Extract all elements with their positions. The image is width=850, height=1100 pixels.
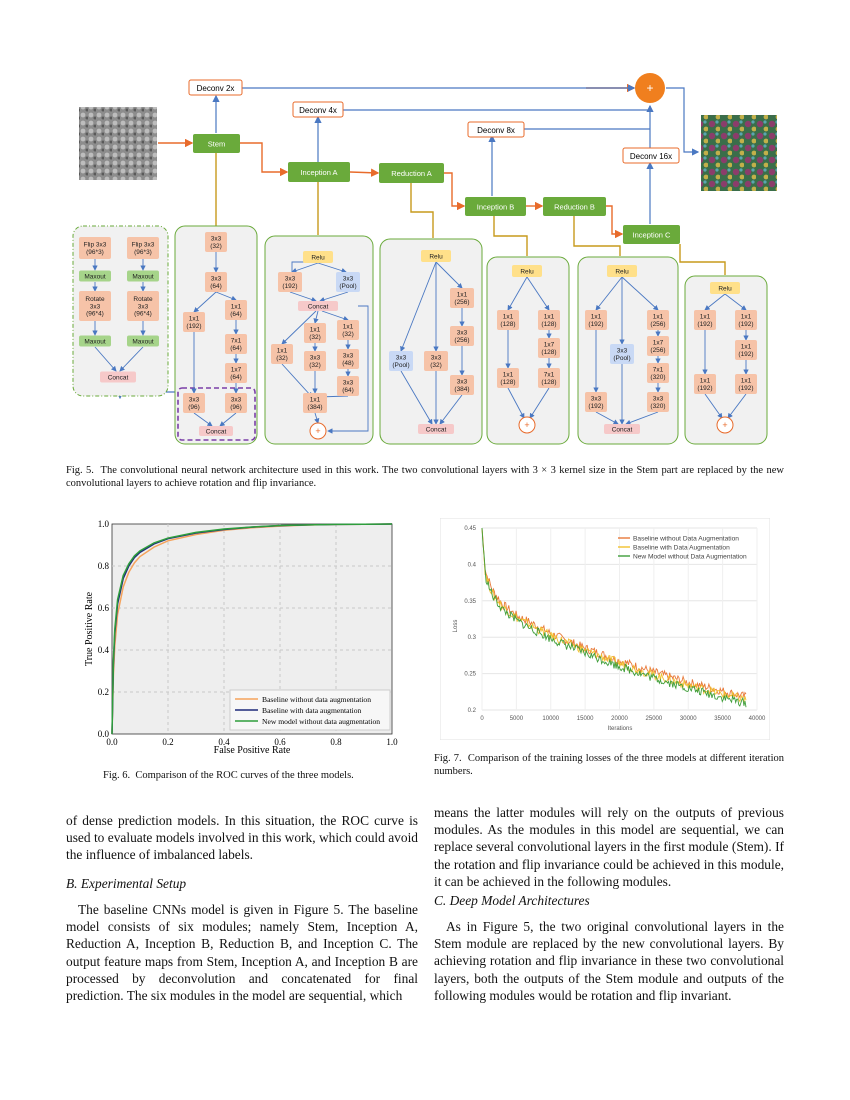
roc-x-tick: 0.6 [274,737,286,747]
loss-x-tick: 40000 [748,716,766,722]
inception-b-label: Inception B [476,202,515,212]
node-label-redA-r5: 3x3 [456,378,468,386]
node-label-redB-r2: (256) [650,321,666,328]
loss-legend-label: New Model without Data Augmentation [633,553,747,561]
sum-label-incA: + [315,426,321,436]
figure-7-caption [434,752,784,778]
node-label-incA-b5: (48) [342,360,354,367]
node-label-incA-b1: (32) [276,355,288,362]
node-label-redB-r5: (320) [650,374,666,381]
node-label-incA-pool: (Pool) [339,283,357,290]
sum-label-incB: + [524,420,530,430]
reduction-b-label: Reduction B [554,202,595,212]
deconv-2x-label: Deconv 2x [196,84,235,93]
node-label-redA-r4: (32) [430,362,442,369]
node-label-stem-c3: 1x1 [188,315,200,323]
roc-y-tick: 0.6 [97,603,109,613]
node-label-redB-r3: (256) [650,347,666,354]
node-label-incC-relu: Relu [718,285,732,293]
node-label-incC-c5: 1x1 [740,377,752,385]
node-label-incB-b4: (128) [500,379,516,386]
loss-y-tick: 0.3 [467,635,476,642]
figure-7-caption-text: Comparison of the training losses of the three models at different iteration numbers. [434,753,784,777]
node-label-redB-r1: 1x1 [590,313,602,321]
node-label-new-rot1: Rotate [85,295,105,303]
node-label-redB-relu: Relu [615,268,629,276]
node-label-incA-b3: 1x1 [342,323,354,331]
node-label-incB-b1: (128) [500,321,516,328]
roc-ylabel: True Positive Rate [84,591,95,667]
node-label-redB-r6: (192) [588,403,604,410]
roc-xlabel: False Positive Rate [213,745,291,756]
roc-legend-label: Baseline with data augmentation [262,706,362,715]
sum-label-incC: + [722,420,728,430]
roc-legend-label: New model without data augmentation [262,717,381,726]
node-label-stem-c5: (64) [230,345,242,352]
roc-y-tick: 1.0 [97,519,109,529]
node-label-incA-b6: 3x3 [342,379,354,387]
node-label-incA-pool: 3x3 [342,275,354,283]
deconv-8x-label: Deconv 8x [477,126,515,135]
node-label-incA-b7: 1x1 [309,396,321,404]
node-label-incA-b1: 1x1 [276,347,288,355]
loss-xlabel: Iterations [607,726,633,732]
node-label-incC-c2: (192) [738,321,754,328]
figure-5-caption-label: Fig. 5. [66,465,94,476]
node-label-incA-b3: (32) [342,331,354,338]
node-label-redB-r2: 1x1 [652,313,664,321]
roc-x-tick: 0.2 [162,737,174,747]
inception-c-label: Inception C [632,230,671,240]
node-label-incB-b1: 1x1 [502,313,514,321]
deconv-16x-label: Deconv 16x [629,152,673,161]
col2-paragraph-1: means the latter modules will rely on the outputs of previous modules. As the modules in this model are sequential, we can replace several convolutional layers in the first module (Stem). If the rotation and flip invariance could be achieved in this module, it can be achieved in the following modules. [434,805,784,889]
node-label-stem-c4: 1x1 [230,303,242,311]
node-label-incA-b5: 3x3 [342,352,354,360]
node-label-stem-c4: (64) [230,311,242,318]
figure-5-caption [66,464,784,490]
node-label-stem-c7: (96) [188,404,200,411]
node-label-redB-r7: (320) [650,403,666,410]
node-label-new-maxout: Maxout [132,338,154,346]
deconv-4x-label: Deconv 4x [299,106,337,115]
node-label-new-rot2: (96*4) [134,310,152,318]
node-label-incB-b4: 1x1 [502,371,514,379]
figure-6-caption-label: Fig. 6. [103,770,131,781]
figure-7-loss-chart [440,518,770,740]
roc-x-tick: 1.0 [386,737,398,747]
loss-ylabel: Loss [453,619,459,633]
node-label-redB-concat: Concat [611,426,633,434]
node-label-redB-r7: 3x3 [652,395,664,403]
roc-x-tick: 0.4 [218,737,230,747]
node-label-new-flip2: Flip 3x3 [131,241,155,249]
node-label-redA-r3: (Pool) [392,362,410,369]
node-label-incA-a1: 3x3 [284,275,296,283]
node-label-new-maxout: Maxout [84,338,106,346]
node-label-incB-b3: 1x7 [543,341,555,349]
node-label-incC-c1: 1x1 [699,313,711,321]
node-label-incC-c4: (192) [697,385,713,392]
figure-5-caption-text: The convolutional neural network architecture used in this work. The two convolutional layers with 3 × 3 kernel size in the Stem part are replaced by the new convolutional layers to achieve rotation and flip invariance. [66,465,784,489]
node-label-new-flip2: (96*3) [134,249,152,256]
node-label-incA-b4: 3x3 [309,354,321,362]
node-label-redA-concat: Concat [425,426,447,434]
col2-paragraph-2: As in Figure 5, the two original convolutional layers in the Stem module are replaced by the new convolutional layers. By achieving rotation and flip invariance in these two convolutional layers, both the outputs of the Stem module and outputs of the following modules would be rotation and flip invariant. [434,919,784,1003]
node-label-stem-c1: 3x3 [210,235,222,243]
inception-a-label: Inception A [300,168,338,177]
heading-experimental-setup: B. Experimental Setup [66,876,187,891]
node-label-incA-b4: (32) [309,362,321,369]
node-label-incB-b3: (128) [541,349,557,356]
node-label-new-maxout: Maxout [84,273,106,281]
node-label-new-flip1: (96*3) [86,249,104,256]
node-label-redB-r6: 3x3 [590,395,602,403]
node-label-stem-c2: (64) [210,283,222,290]
node-label-incB-b5: (128) [541,379,557,386]
loss-y-tick: 0.45 [464,526,476,532]
node-label-incC-c2: 1x1 [740,313,752,321]
node-label-stem-c2: 3x3 [210,275,222,283]
stem-label: Stem [207,139,226,149]
roc-x-tick: 0.8 [330,737,342,747]
loss-x-tick: 20000 [611,716,628,722]
loss-x-tick: 5000 [509,716,524,722]
node-label-incB-b5: 7x1 [543,371,555,379]
loss-legend-label: Baseline without Data Augmentation [633,535,739,543]
node-label-redA-r3: 3x3 [395,354,407,362]
col1-paragraph-1: of dense prediction models. In this situation, the ROC curve is used to evaluate models involved in this work, which could avoid the influence of imbalanced labels. [66,813,418,863]
node-label-redA-r2: (256) [454,337,470,344]
loss-x-tick: 25000 [645,716,663,722]
node-label-incC-c5: (192) [738,385,754,392]
output-segmentation-image [701,115,777,191]
node-label-stem-c5: 7x1 [230,337,242,345]
input-em-image [79,107,157,180]
node-label-redA-r1: (256) [454,299,470,306]
figure-6-caption-text: Comparison of the ROC curves of the three models. [135,770,354,781]
col1-paragraph-2: The baseline CNNs model is given in Figure 5. The baseline model consists of six modules; namely Stem, Inception A, Reduction A, Inception B, Reduction B, and Inception C. The output feature maps from Stem, Inception A, and Inception B are processed by deconvolution and concatenated for final prediction. The six modules in the model are sequential, which [66,902,418,1004]
node-label-incC-c1: (192) [697,321,713,328]
node-label-stem-concat: Concat [205,428,227,436]
node-label-new-rot1: 3x3 [89,303,101,311]
node-label-incB-b2: (128) [541,321,557,328]
node-label-redB-r1: (192) [588,321,604,328]
loss-x-tick: 15000 [576,716,594,722]
node-label-redA-relu: Relu [429,253,443,261]
node-label-new-rot2: 3x3 [137,303,149,311]
node-label-incC-c3: 1x1 [740,343,752,351]
node-label-incA-b2: 1x1 [309,326,321,334]
figure-6-caption [103,769,354,782]
node-label-new-rot1: (96*4) [86,310,104,318]
reduction-a-label: Reduction A [391,169,432,178]
roc-legend-label: Baseline without data augmentation [262,695,372,704]
node-label-incA-b7: (384) [307,404,323,411]
figure-7-caption-label: Fig. 7. [434,753,462,764]
heading-deep-model-architectures: C. Deep Model Architectures [434,893,590,908]
node-label-incB-b2: 1x1 [543,313,555,321]
roc-y-tick: 0.4 [97,645,109,655]
node-label-stem-c8: 3x3 [230,396,242,404]
loss-x-tick: 10000 [542,716,560,722]
node-label-stem-c7: 3x3 [188,396,200,404]
node-label-new-flip1: Flip 3x3 [83,241,107,249]
node-label-redB-r4: (Pool) [613,355,631,362]
node-label-incA-a1: (192) [282,283,298,290]
node-label-stem-c6: 1x7 [230,366,242,374]
node-label-incC-c4: 1x1 [699,377,711,385]
node-label-new-maxout: Maxout [132,273,154,281]
loss-y-tick: 0.25 [464,671,476,678]
node-label-redB-r3: 1x7 [652,339,664,347]
loss-x-tick: 0 [480,716,484,722]
figure-5-architecture [0,0,850,460]
node-label-stem-c3: (192) [186,323,202,330]
node-label-incA-concat: Concat [307,303,329,311]
roc-y-tick: 0.0 [97,729,109,739]
loss-y-tick: 0.4 [467,562,476,569]
roc-y-tick: 0.8 [97,561,109,571]
node-label-new-concat: Concat [107,374,129,382]
figure-6-roc-chart [70,514,410,759]
node-label-stem-c6: (64) [230,374,242,381]
node-label-stem-c8: (96) [230,404,242,411]
node-label-stem-c1: (32) [210,243,222,250]
roc-x-tick: 0.0 [106,737,118,747]
node-label-incC-c3: (192) [738,351,754,358]
node-label-redB-r4: 3x3 [616,347,628,355]
node-label-redA-r5: (384) [454,386,470,393]
roc-y-tick: 0.2 [97,687,109,697]
loss-y-tick: 0.35 [464,598,476,605]
node-label-incA-b2: (32) [309,334,321,341]
node-label-redB-r5: 7x1 [652,366,664,374]
loss-x-tick: 35000 [714,716,731,722]
node-label-redA-r2: 3x3 [456,329,468,337]
node-label-incA-relu: Relu [311,254,325,262]
sum-node-label: + [646,81,654,95]
loss-x-tick: 30000 [679,716,697,722]
node-label-incA-b6: (64) [342,387,354,394]
node-label-new-rot2: Rotate [133,295,153,303]
loss-legend-label: Baseline with Data Augmentation [633,544,730,552]
node-label-incB-relu: Relu [520,268,534,276]
loss-y-tick: 0.2 [467,708,476,714]
node-label-redA-r1: 1x1 [456,291,468,299]
node-label-redA-r4: 3x3 [430,354,442,362]
